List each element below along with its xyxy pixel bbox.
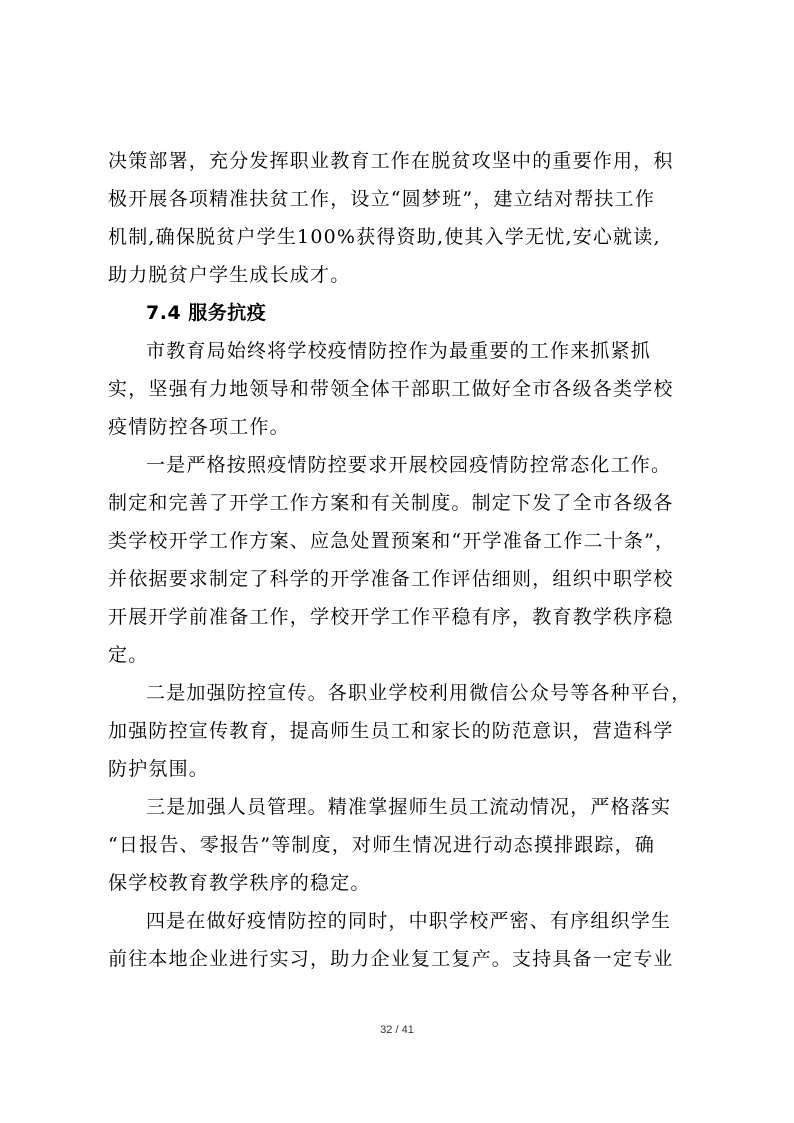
body-text-line: 类学校开学工作方案、应急处置预案和“开学准备工作二十条”，: [108, 530, 676, 552]
body-text-line: 保学校教育教学秩序的稳定。: [108, 872, 371, 894]
body-text-line: 疫情防控各项工作。: [108, 416, 290, 438]
body-text-line: 前往本地企业进行实习，助力企业复工复产。支持具备一定专业: [108, 948, 674, 970]
body-text-line: 实，坚强有力地领导和带领全体干部职工做好全市各级各类学校: [108, 378, 674, 400]
body-text-line: 市教育局始终将学校疫情防控作为最重要的工作来抓紧抓: [146, 340, 652, 362]
page-number: 32 / 41: [380, 1024, 414, 1036]
section-heading: 7.4 服务抗疫: [146, 302, 267, 324]
body-text-line: 决策部署，充分发挥职业教育工作在脱贫攻坚中的重要作用，积: [108, 150, 674, 172]
body-text-line: 四是在做好疫情防控的同时，中职学校严密、有序组织学生: [146, 910, 672, 932]
body-text-line: 开展开学前准备工作，学校开学工作平稳有序，教育教学秩序稳: [108, 606, 674, 628]
body-text-line: 机制,确保脱贫户学生100%获得资助,使其入学无忧,安心就读,: [108, 226, 661, 248]
body-text-line: 二是加强防控宣传。各职业学校利用微信公众号等各种平台，: [146, 682, 692, 704]
body-text-line: 极开展各项精准扶贫工作，设立“圆梦班”，建立结对帮扶工作: [108, 188, 656, 210]
body-text-line: 三是加强人员管理。精准掌握师生员工流动情况，严格落实: [146, 796, 672, 818]
body-text-line: 制定和完善了开学工作方案和有关制度。制定下发了全市各级各: [108, 492, 674, 514]
body-text-line: 定。: [108, 644, 149, 666]
body-text-line: 一是严格按照疫情防控要求开展校园疫情防控常态化工作。: [146, 454, 672, 476]
body-text-line: 加强防控宣传教育，提高师生员工和家长的防范意识，营造科学: [108, 720, 674, 742]
body-text-line: 助力脱贫户学生成长成才。: [108, 264, 351, 286]
body-text-line: “日报告、零报告”等制度，对师生情况进行动态摸排跟踪，确: [108, 834, 656, 856]
body-text-line: 防护氛围。: [108, 758, 210, 780]
body-text-line: 并依据要求制定了科学的开学准备工作评估细则，组织中职学校: [108, 568, 674, 590]
